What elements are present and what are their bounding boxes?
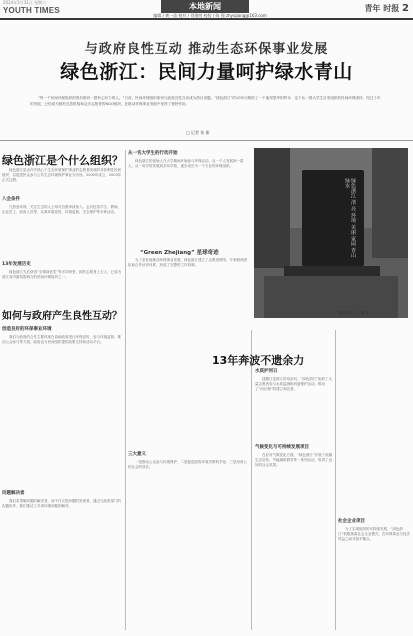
column-divider (251, 330, 252, 630)
divider (0, 140, 413, 141)
paragraph: 凡热爱环保、关注生态的人士均可自愿申请加入。会员包括学生、教师、企业员工、政府人员等，从事环境宣传、环境监督、生态保护等多种活动。 (2, 205, 121, 215)
paragraph: 一是推动公众参与环境保护；二是促进政府环境决策科学化；三是培育公民社会的成长。 (128, 460, 247, 470)
left-para-1 (2, 168, 122, 184)
section-heading-interaction: 如何与政府产生良性互动？ (2, 311, 122, 322)
subheading-start: 从一名大学生的行动开始 (128, 151, 178, 156)
subheading-meaning: 三大意义 (128, 452, 146, 457)
subheading-social-enterprise: 社会企业项目 (338, 519, 365, 524)
paper-name: 青年 (364, 4, 381, 13)
paragraph: 为了实现组织的可持续发展，“绿色浙江”积极探索社会企业模式，在环保事业与经济效益之间寻找平衡点。 (338, 527, 410, 542)
paragraph: 绿色浙江先后获得“全球绿色奖”等多项荣誉，拥有志愿者上万人，已成为浙江省内最具影响力的民间环保组织之一。 (2, 270, 122, 280)
right-para-1 (255, 377, 333, 393)
left-para-3 (2, 270, 122, 280)
paragraph: 钱塘江是浙江的母亲河，“绿色浙江”组织了大量志愿者参与水质监测和河道保护活动，推动了“河长制”的建立和完善。 (255, 377, 333, 392)
edition-name: 时报 (383, 4, 400, 13)
middle-para-1 (128, 159, 248, 169)
subheading-river: 水质护河日 (255, 369, 278, 374)
brand-name: YOUTH TIMES (3, 6, 60, 15)
subheading-climate: 气候变化与可持续发展项目 (255, 445, 309, 450)
paragraph: 在应对气候变化方面，“绿色浙江”开展了低碳生活宣传、节能减排倡导等一系列活动，取得了良好的社会效果。 (255, 453, 333, 468)
subheading-environment: 创造良好的环保事业环境 (2, 327, 52, 332)
photo-stone-monument (302, 170, 364, 266)
middle-para-2 (128, 258, 248, 268)
photo-tree-right (372, 148, 408, 258)
subheading-history: 13年发展历史 (2, 262, 31, 267)
paragraph: 绿色浙江是由许多热心于生态环境保护事业的志愿者组成的非营利性民间组织，以促进民众参与公共生态环境保护事业为宗旨。2000年成立，2003年正式注册。 (2, 168, 122, 183)
left-para-2 (2, 205, 122, 215)
paragraph: 绿色浙江的创始人在大学期间开始参与环保活动，从一个人发展到一群人，从一所学校发展到多所学校，逐步成长为一个专业的环保组织。 (128, 159, 244, 169)
photo-caption: 资料图片 □ 记者 张 (338, 311, 370, 315)
stone-inscription: 绿色浙江 清 亮 环境 美丽 家园 青山绿水 (344, 178, 356, 258)
photo-crowd (264, 276, 398, 318)
section-heading-what: 绿色浙江是个什么组织？ (2, 154, 123, 167)
subheading-join: 入会条件 (2, 197, 20, 202)
page-header (0, 0, 413, 20)
right-para-2 (255, 453, 333, 469)
article-title: 绿色浙江：民间力量呵护绿水青山 (60, 61, 353, 83)
page-number: 2 (402, 3, 409, 14)
paragraph: 为了更好地推动环保事业发展，绿色浙江建立了志愿者网络、专家顾问团队和合作伙伴体系，形成了完整的工作机制。 (128, 258, 247, 268)
monument-photo (254, 148, 408, 318)
quote-title: “Green Zhejiang” 星球奇迹 (140, 250, 219, 256)
column-divider (335, 330, 336, 630)
photo-tree-left (254, 148, 290, 268)
article-lead: “每一个民间环保组织的背后都有一群有心有力的人。”日前，民间环保组织如何与政府良性互动成为热议话题。“绿色浙江”的10年历程给了一个值得思考的样本：这个从一群大学生自发组织的民间环保团体，经过十年的发展，已经成为拥有完善机构和众多志愿者的NGO组织，在推动环保事业发展中发挥了独特作用。 (30, 96, 381, 106)
left-para-4 (2, 335, 122, 345)
section-label: 本地新闻 (161, 0, 249, 13)
column-divider (125, 150, 126, 630)
article-subtitle: 与政府良性互动 推动生态环保事业发展 (84, 42, 329, 57)
date-line: 2014年5月31日 星期六 (3, 0, 47, 5)
left-para-5 (2, 499, 122, 509)
paragraph: 我们希望做问题的解决者，而不仅仅是问题的发现者。通过与政府部门的沟通协作，我们推动了多项环境问题的解决。 (2, 499, 121, 509)
editors-line: 编辑 / 黄一苗 校对 / 刘建明 校验 / 陈 强 zhyiqiang@163.com (153, 13, 267, 18)
paper-masthead (364, 3, 409, 14)
middle-para-3 (128, 460, 248, 470)
right-para-3 (338, 527, 410, 543)
subheading-solver: 问题解决者 (2, 491, 25, 496)
paragraph: 我们与政府的合作主要体现在协助政府进行环保宣传、参与环境监督、推动公众参与等方面。政府也为民间组织提供政策支持和活动平台。 (2, 335, 121, 345)
section-heading-effort: 13年奔波不遗余力 (212, 354, 305, 367)
byline: □ 记者 张 新 (186, 130, 210, 135)
